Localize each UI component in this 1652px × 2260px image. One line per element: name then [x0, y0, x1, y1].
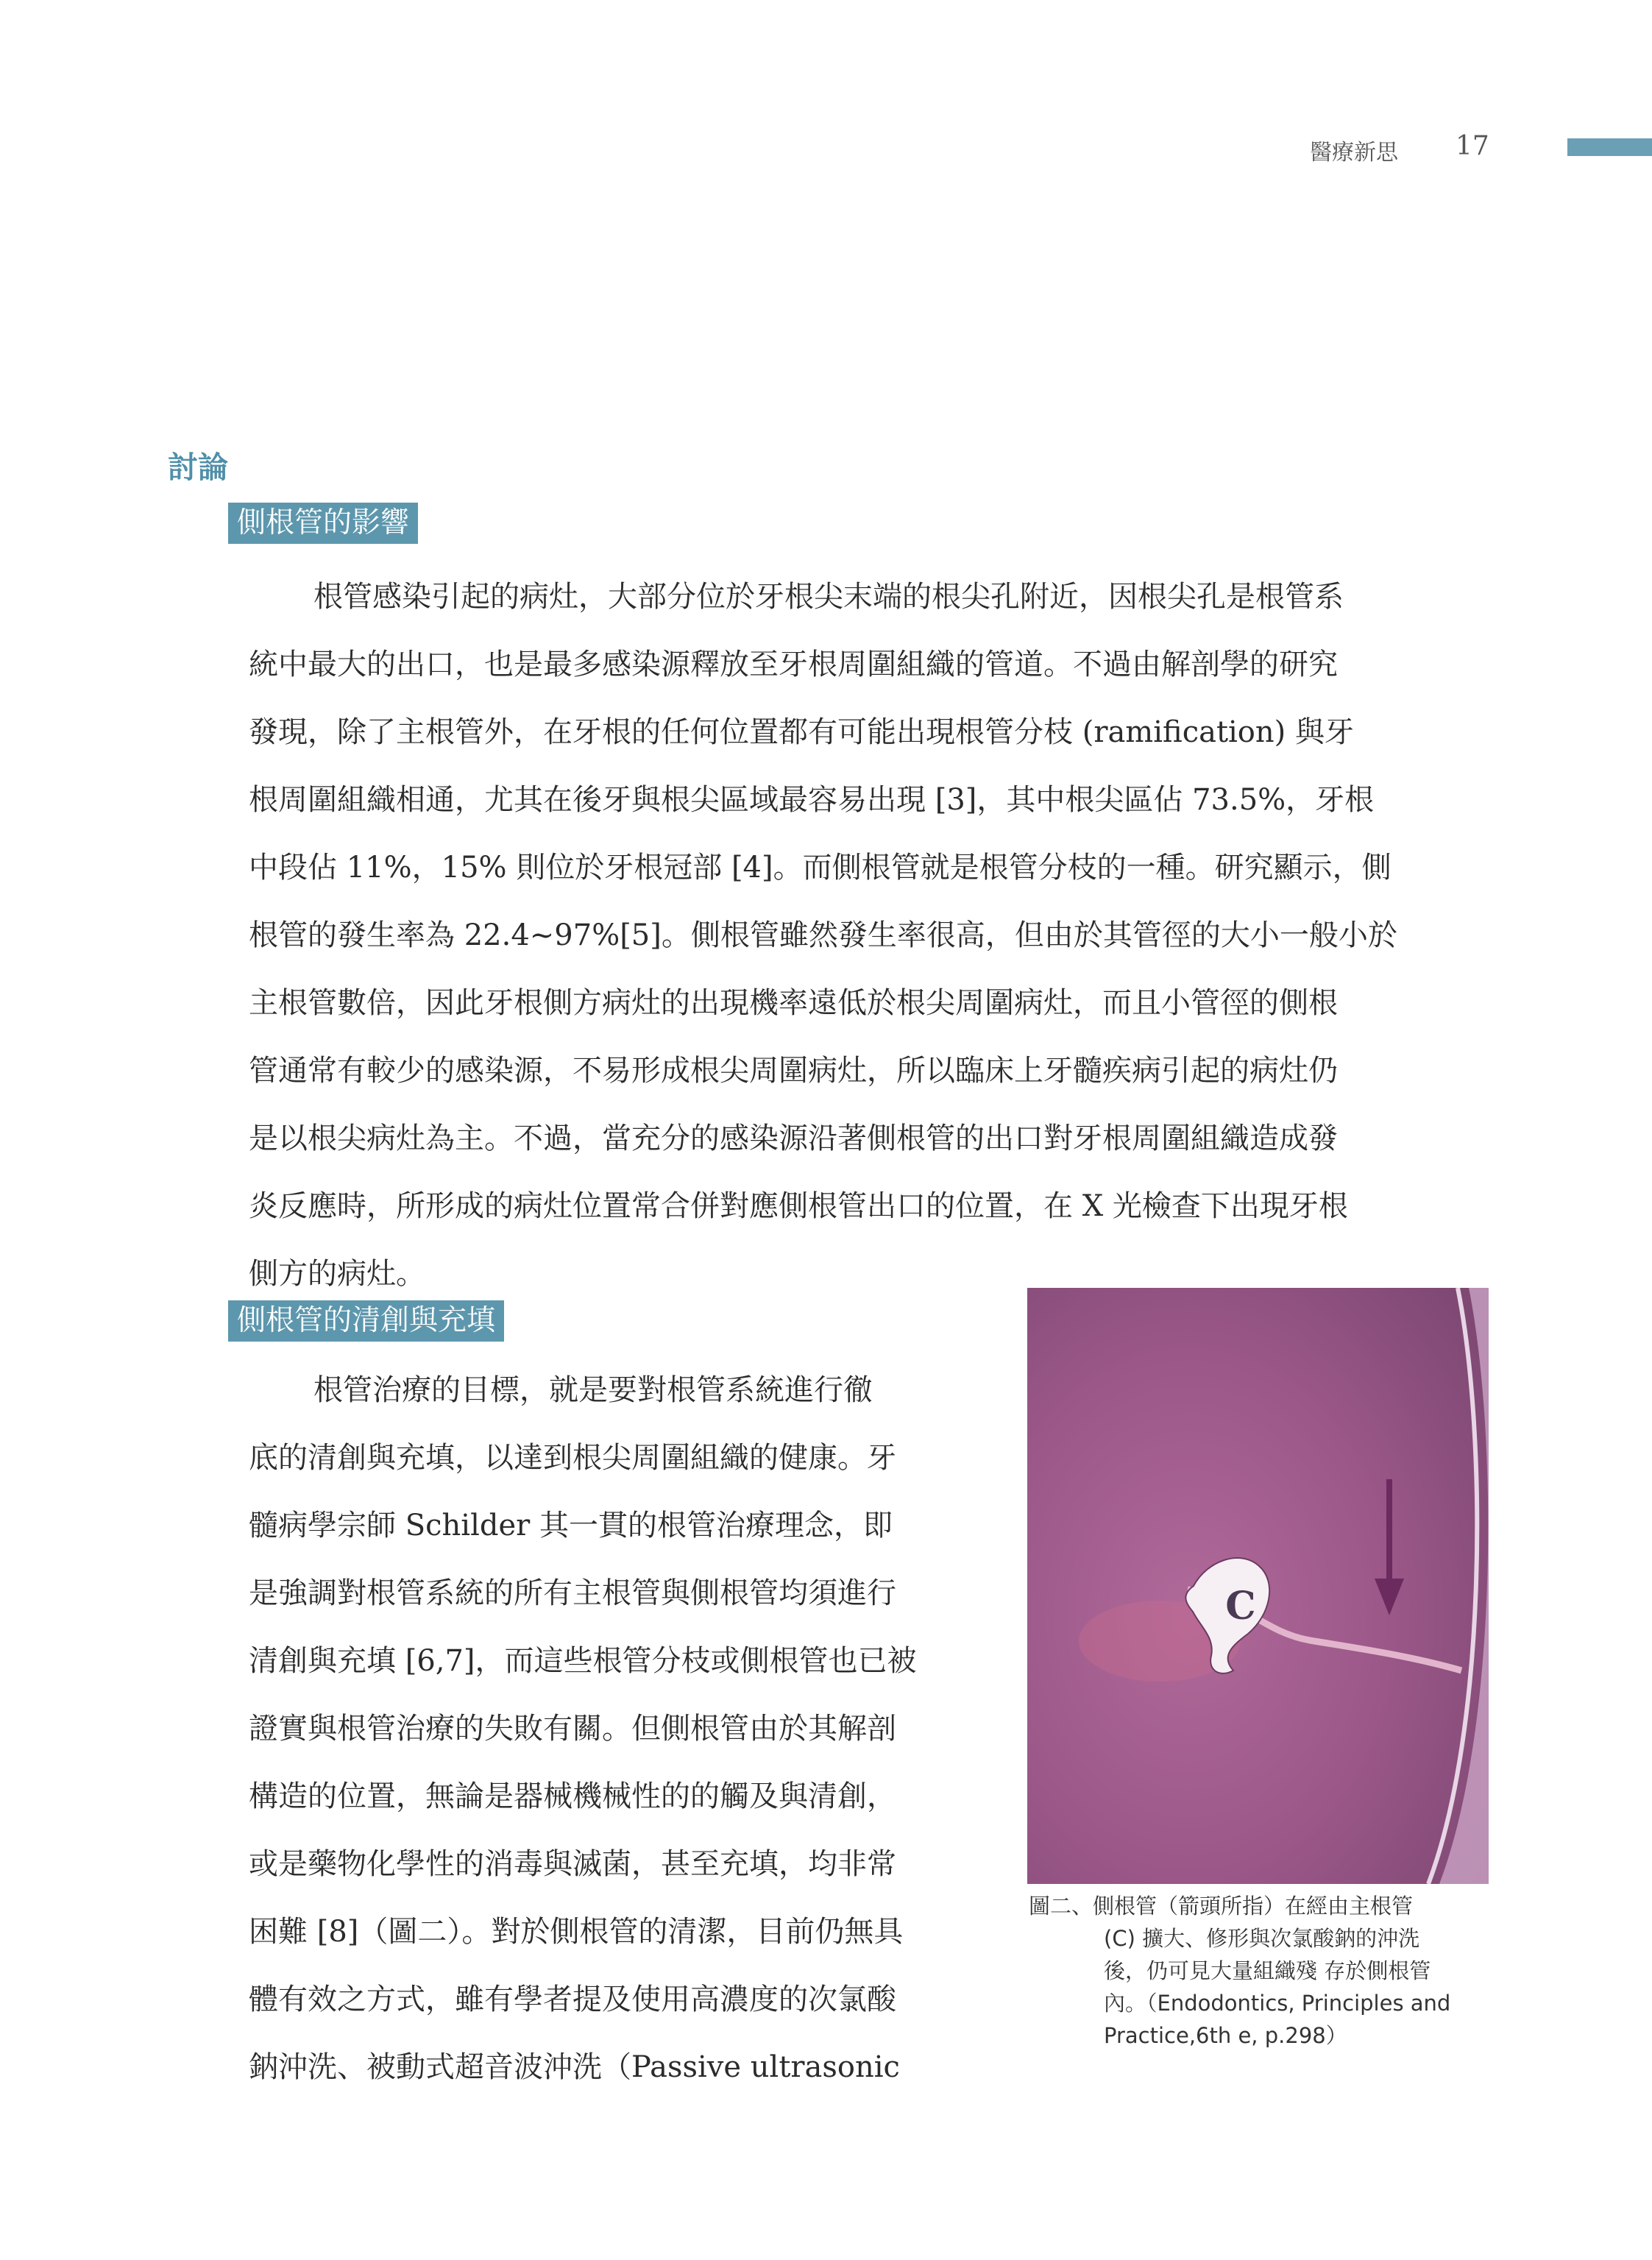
paragraph-line: 中段佔 11%，15% 則位於牙根冠部 [4]。而側根管就是根管分枝的一種。研究顯示，側	[249, 851, 1392, 885]
paragraph-line: 體有效之方式，雖有學者提及使用高濃度的次氯酸	[249, 1983, 896, 2016]
paragraph-line: 根管的發生率為 22.4~97%[5]。側根管雖然發生率很高，但由於其管徑的大小一般小於	[249, 918, 1397, 952]
histology-figure	[1027, 1288, 1489, 1884]
paragraph-line: 管通常有較少的感染源，不易形成根尖周圍病灶，所以臨床上牙髓疾病引起的病灶仍	[249, 1054, 1338, 1088]
caption-line: Practice,6th e, p.298）	[1104, 2023, 1347, 2048]
paragraph-lateral-canal-impact	[249, 563, 1492, 1308]
paragraph-line: 主根管數倍，因此牙根側方病灶的出現機率遠低於根尖周圍病灶，而且小管徑的側根	[249, 986, 1338, 1020]
subheading-debridement-filling: 側根管的清創與充填	[228, 1300, 504, 1342]
paragraph-line: 根管治療的目標，就是要對根管系統進行徹	[313, 1373, 873, 1407]
caption-line: 內。（Endodontics, Principles and	[1104, 1991, 1451, 2016]
paragraph-line: 發現，除了主根管外，在牙根的任何位置都有可能出現根管分枝 (ramification) 與牙	[249, 715, 1354, 749]
paragraph-line: 證實與根管治療的失敗有關。但側根管由於其解剖	[249, 1712, 896, 1746]
section-title: 討論	[168, 450, 228, 485]
caption-line: 圖二、側根管（箭頭所指）在經由主根管	[1029, 1894, 1414, 1919]
paragraph-line: 底的清創與充填，以達到根尖周圍組織的健康。牙	[249, 1441, 896, 1475]
canal-label: C	[1225, 1584, 1256, 1629]
paragraph-line: 鈉沖洗、被動式超音波沖洗（Passive ultrasonic	[249, 2050, 900, 2084]
page-number: 17	[1456, 131, 1489, 161]
histology-image	[1027, 1288, 1489, 1884]
journal-name: 醫療新思	[1310, 140, 1398, 166]
paragraph-line: 統中最大的出口，也是最多感染源釋放至牙根周圍組織的管道。不過由解剖學的研究	[249, 648, 1338, 681]
paragraph-debridement-filling	[249, 1356, 985, 2101]
paragraph-line: 根周圍組織相通，尤其在後牙與根尖區域最容易出現 [3]，其中根尖區佔 73.5%，牙根	[249, 783, 1375, 817]
paragraph-line: 是強調對根管系統的所有主根管與側根管均須進行	[249, 1576, 896, 1610]
caption-line: 後，仍可見大量組織殘 存於側根管	[1104, 1958, 1431, 1983]
paragraph-line: 困難 [8]（圖二）。對於側根管的清潔，目前仍無具	[249, 1915, 904, 1949]
header-accent-tab	[1567, 138, 1652, 156]
figure-caption	[1029, 1890, 1500, 2052]
caption-line: (C) 擴大、修形與次氯酸鈉的沖洗	[1104, 1926, 1420, 1951]
paragraph-line: 是以根尖病灶為主。不過，當充分的感染源沿著側根管的出口對牙根周圍組織造成發	[249, 1122, 1338, 1155]
paragraph-line: 清創與充填 [6,7]，而這些根管分枝或側根管也已被	[249, 1644, 917, 1678]
paragraph-line: 根管感染引起的病灶，大部分位於牙根尖末端的根尖孔附近，因根尖孔是根管系	[313, 580, 1344, 614]
paragraph-line: 髓病學宗師 Schilder 其一貫的根管治療理念，即	[249, 1509, 893, 1542]
page-header	[1251, 131, 1634, 168]
subheading-lateral-canal-impact: 側根管的影響	[228, 503, 418, 544]
paragraph-line: 構造的位置，無論是器械機械性的的觸及與清創，	[249, 1779, 896, 1813]
paragraph-line: 或是藥物化學性的消毒與滅菌，甚至充填，均非常	[249, 1847, 896, 1881]
paragraph-line: 側方的病灶。	[249, 1257, 425, 1291]
paragraph-line: 炎反應時，所形成的病灶位置常合併對應側根管出口的位置，在 X 光檢查下出現牙根	[249, 1189, 1348, 1223]
